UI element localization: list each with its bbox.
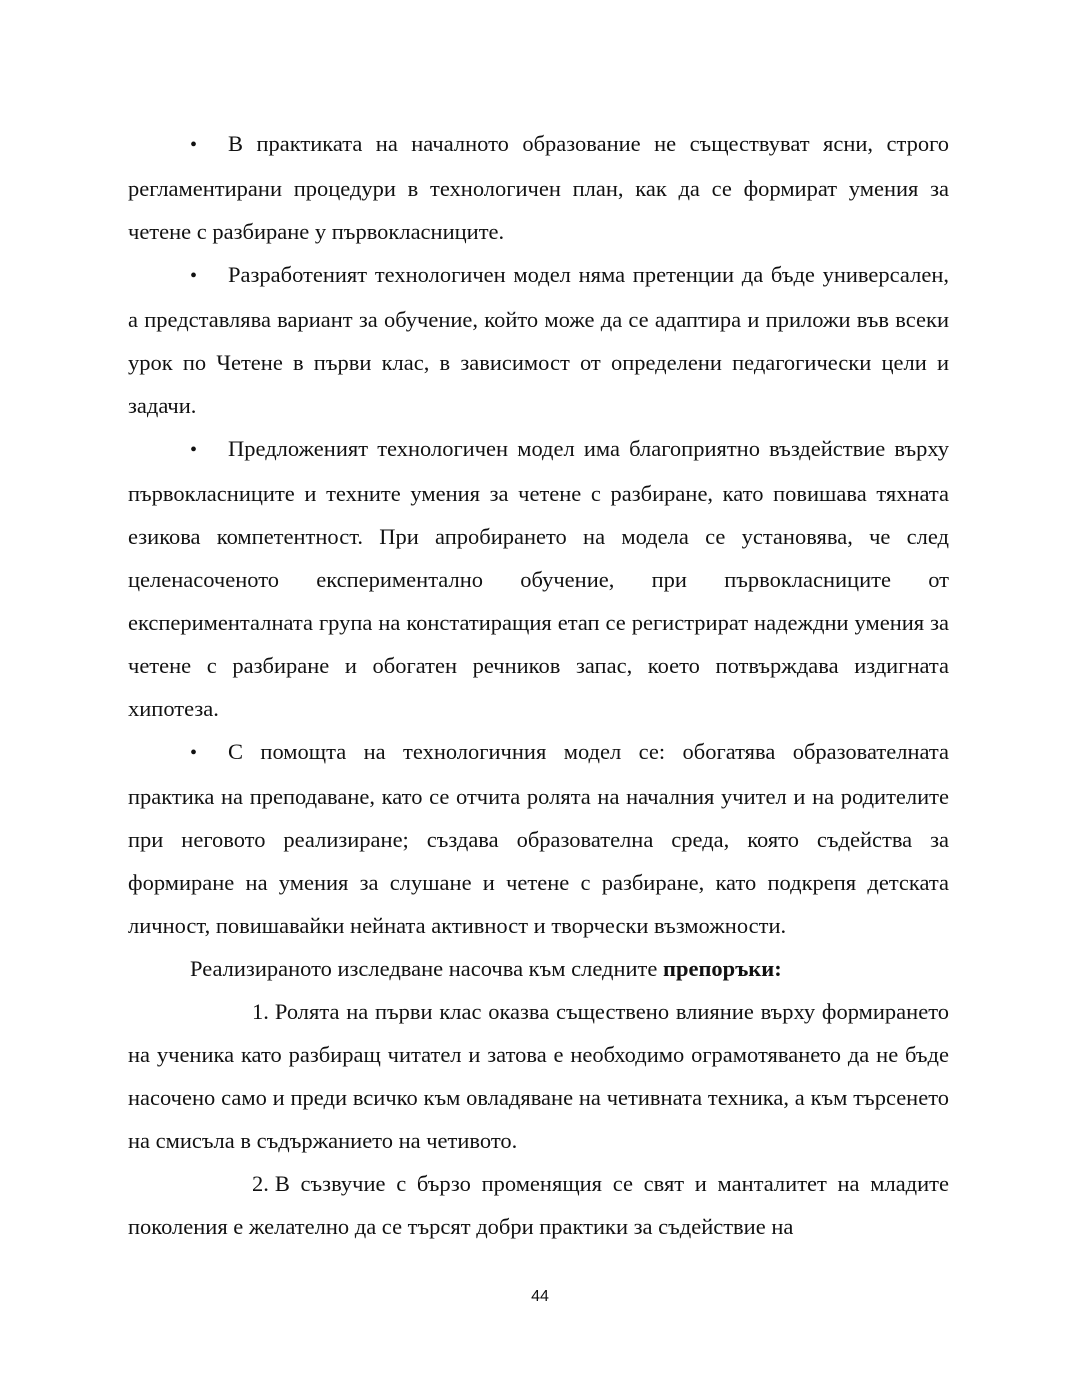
bullet-text: Предложеният технологичен модел има благоприятно въздействие върху първокласниците и техните умения за четене с разбиране, като повишава тяхната езикова компетентност. При апробирането на модела се установява, че след целенасоченото експериментално обучение, при първокласниците от експерименталната група на констатиращия етап се регистрират надеждни умения за четене с разбиране и обогатен речников запас, което потвърждава издигната хипотеза. — [128, 436, 949, 721]
intro-text: Реализираното изследване насочва към следните — [190, 956, 663, 981]
bullet-icon: • — [190, 265, 198, 287]
recommendations-intro — [128, 947, 949, 990]
page-body — [128, 122, 949, 1248]
bullet-icon: • — [190, 134, 198, 156]
recommendation-number: 2. — [252, 1171, 269, 1196]
bullet-text: С помощта на технологичния модел се: обогатява образователната практика на преподаване, като се отчита ролята на началния учител и на родителите при неговото реализиране; създава образователна среда, която съдейства за формиране на умения за слушане и четене с разбиране, като подкрепя детската личност, повишавайки нейната активност и творчески възможности. — [128, 739, 949, 938]
bullet-paragraph-3 — [128, 427, 949, 730]
bullet-paragraph-2 — [128, 253, 949, 427]
recommendation-text: В съзвучие с бързо променящия се свят и манталитет на младите поколения е желателно да се търсят добри практики за съдействие на — [128, 1171, 949, 1239]
recommendation-2 — [128, 1162, 949, 1248]
recommendation-number: 1. — [252, 999, 269, 1024]
recommendation-text: Ролята на първи клас оказва съществено влияние върху формирането на ученика като разбиращ читател и затова е необходимо ограмотяването да не бъде насочено само и преди всичко към овладяване на четивната техника, а към търсенето на смисъла в съдържанието на четивото. — [128, 999, 949, 1153]
bullet-paragraph-1 — [128, 122, 949, 253]
recommendation-1 — [128, 990, 949, 1162]
bullet-icon: • — [190, 742, 198, 764]
bullet-text: Разработеният технологичен модел няма претенции да бъде универсален, а представлява вариант за обучение, който може да се адаптира и приложи във всеки урок по Четене в първи клас, в зависимост от определени педагогически цели и задачи. — [128, 262, 949, 418]
page-number: 44 — [531, 1288, 549, 1305]
bullet-paragraph-4 — [128, 730, 949, 947]
bullet-icon: • — [190, 439, 198, 461]
bullet-text: В практиката на началното образование не съществуват ясни, строго регламентирани процедури в технологичен план, как да се формират умения за четене с разбиране у първокласниците. — [128, 131, 949, 244]
intro-bold-keyword: препоръки: — [663, 956, 782, 981]
